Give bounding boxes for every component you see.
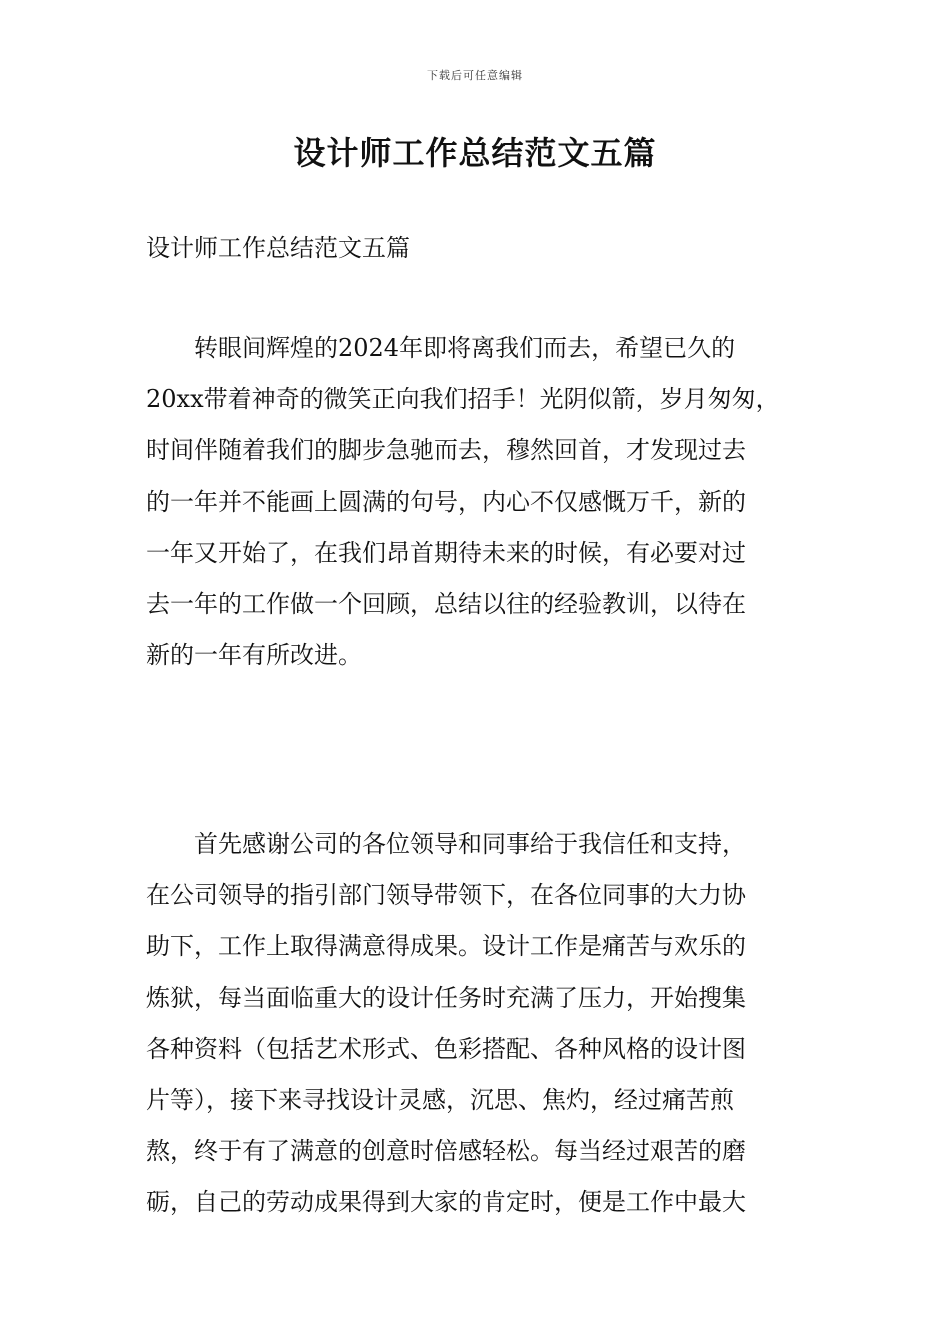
paragraph-2 <box>146 819 810 1229</box>
paragraph-line: 转眼间辉煌的2024年即将离我们而去，希望已久的 <box>146 334 736 362</box>
paragraph-line: 砺，自己的劳动成果得到大家的肯定时，便是工作中最大 <box>146 1188 746 1217</box>
paragraph-line: 助下，工作上取得满意得成果。设计工作是痛苦与欢乐的 <box>146 932 746 961</box>
header-note: 下载后可任意编辑 <box>427 69 523 82</box>
paragraph-line: 时间伴随着我们的脚步急驰而去，穆然回首，才发现过去 <box>146 436 746 465</box>
paragraph-line: 一年又开始了，在我们昂首期待未来的时候，有必要对过 <box>146 538 746 567</box>
document-subtitle: 设计师工作总结范文五篇 <box>146 234 410 262</box>
paragraph-line: 在公司领导的指引部门领导带领下，在各位同事的大力协 <box>146 881 746 910</box>
paragraph-line: 片等），接下来寻找设计灵感，沉思、焦灼，经过痛苦煎 <box>146 1086 734 1115</box>
paragraph-line: 20xx带着神奇的微笑正向我们招手！光阴似箭，岁月匆匆， <box>146 385 780 414</box>
paragraph-line: 炼狱，每当面临重大的设计任务时充满了压力，开始搜集 <box>146 983 746 1012</box>
paragraph-line: 去一年的工作做一个回顾，总结以往的经验教训，以待在 <box>146 590 746 619</box>
paragraph-line: 各种资料（包括艺术形式、色彩搭配、各种风格的设计图 <box>146 1034 746 1063</box>
paragraph-line: 新的一年有所改进。 <box>146 641 362 670</box>
paragraph-1 <box>146 323 810 681</box>
paragraph-line: 首先感谢公司的各位领导和同事给于我信任和支持， <box>146 830 746 858</box>
paragraph-line: 的一年并不能画上圆满的句号，内心不仅感慨万千，新的 <box>146 487 746 516</box>
document-title: 设计师工作总结范文五篇 <box>293 134 657 172</box>
paragraph-line: 熬，终于有了满意的创意时倍感轻松。每当经过艰苦的磨 <box>146 1137 746 1166</box>
